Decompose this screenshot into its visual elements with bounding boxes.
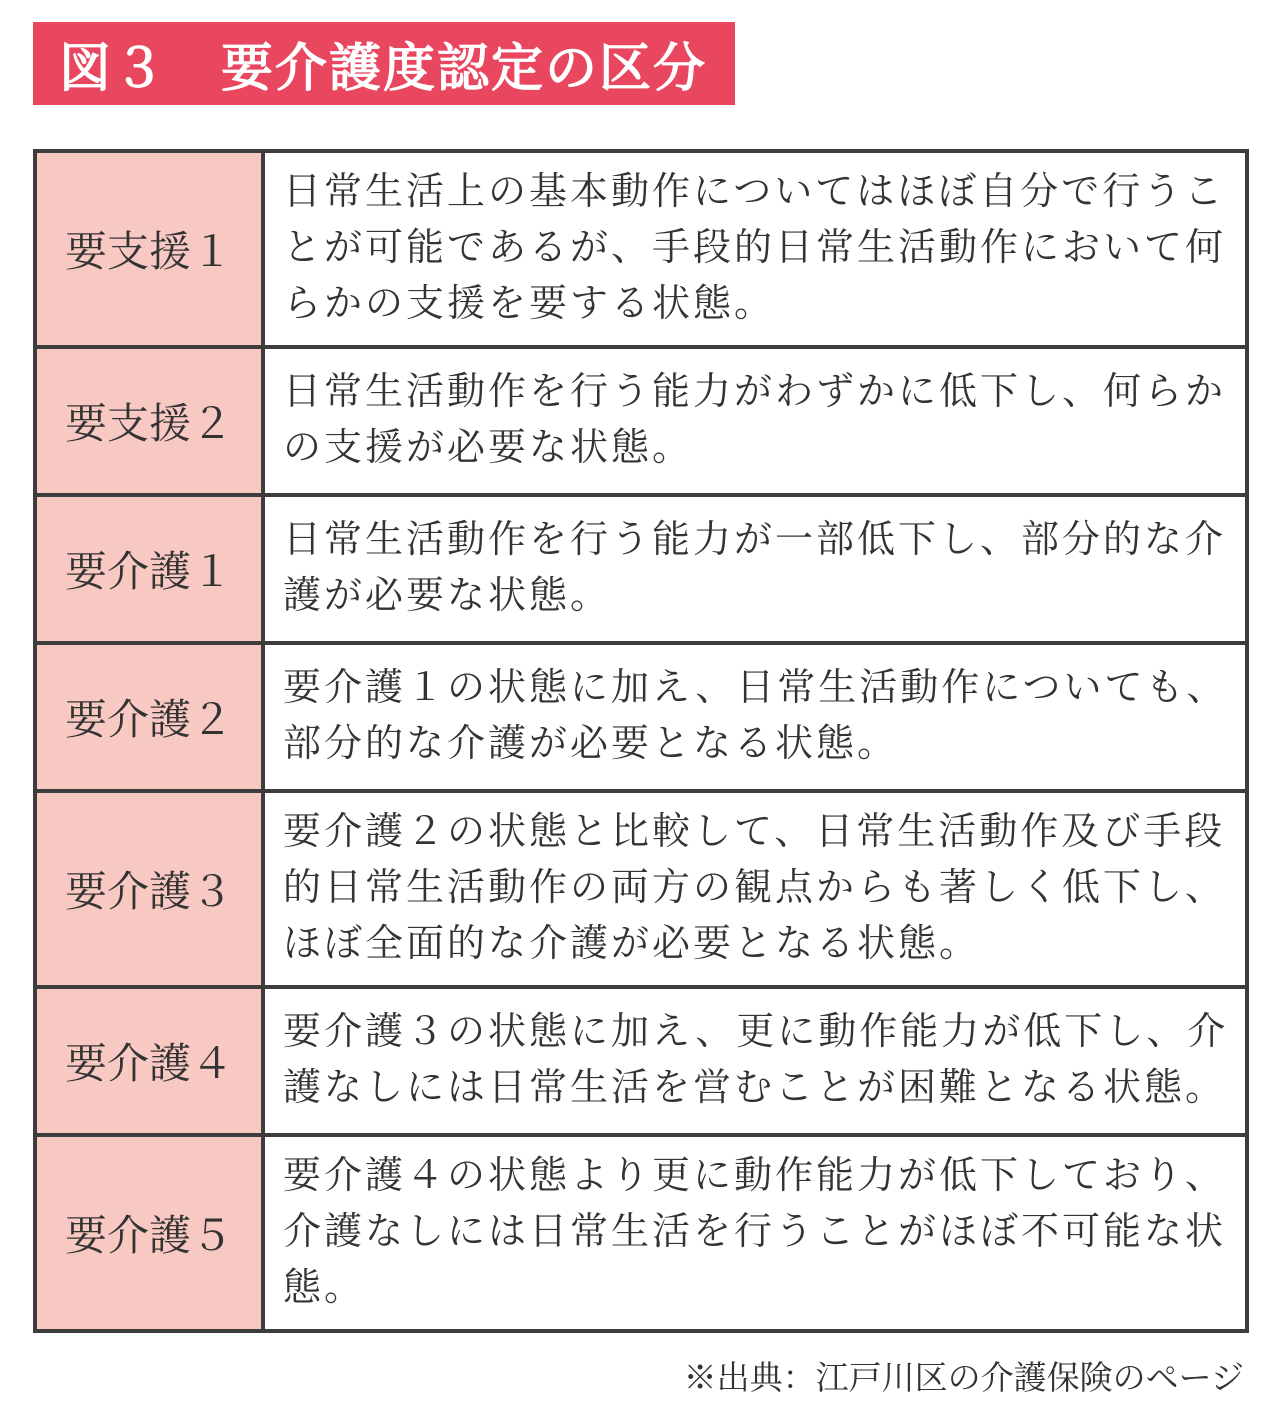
table-row: [35, 495, 1247, 643]
care-level-label: 要介護５: [35, 1135, 263, 1331]
care-level-description: 要介護４の状態より更に動作能力が低下しており、介護なしには日常生活を行うことがほぼ不可能な状態。: [263, 1135, 1247, 1331]
care-level-label: 要介護２: [35, 643, 263, 791]
care-level-description: 要介護３の状態に加え、更に動作能力が低下し、介護なしには日常生活を営むことが困難となる状態。: [263, 987, 1247, 1135]
table-row: [35, 643, 1247, 791]
table-row: [35, 987, 1247, 1135]
care-level-label: 要支援１: [35, 151, 263, 347]
source-note: ※出典：江戸川区の介護保険のページ: [683, 1358, 1244, 1397]
care-level-description: 要介護２の状態と比較して、日常生活動作及び手段的日常生活動作の両方の観点からも著しく低下し、ほぼ全面的な介護が必要となる状態。: [263, 791, 1247, 987]
care-level-label: 要介護４: [35, 987, 263, 1135]
figure-number: 図３: [59, 39, 168, 99]
care-level-description: 日常生活動作を行う能力が一部低下し、部分的な介護が必要な状態。: [263, 495, 1247, 643]
table-row: [35, 151, 1247, 347]
care-level-description: 日常生活上の基本動作についてはほぼ自分で行うことが可能であるが、手段的日常生活動作において何らかの支援を要する状態。: [263, 151, 1247, 347]
table-row: [35, 1135, 1247, 1331]
care-level-description: 要介護１の状態に加え、日常生活動作についても、部分的な介護が必要となる状態。: [263, 643, 1247, 791]
care-level-label: 要介護１: [35, 495, 263, 643]
care-level-table: [33, 149, 1249, 1333]
care-level-label: 要介護３: [35, 791, 263, 987]
table-row: [35, 347, 1247, 495]
care-level-label: 要支援２: [35, 347, 263, 495]
figure-title-banner: [33, 22, 735, 105]
care-level-description: 日常生活動作を行う能力がわずかに低下し、何らかの支援が必要な状態。: [263, 347, 1247, 495]
table-row: [35, 791, 1247, 987]
figure-title: 要介護度認定の区分: [221, 39, 708, 99]
